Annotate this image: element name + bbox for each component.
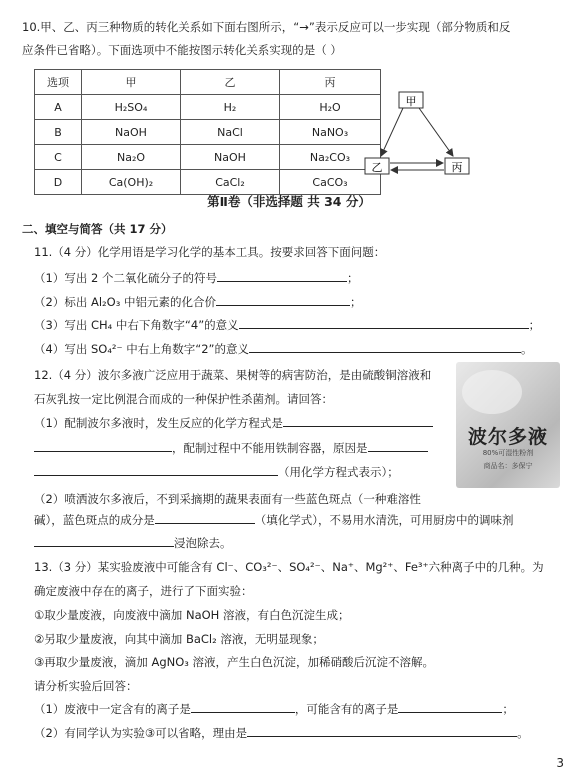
q13-sub1-text: （1）废液中一定含有的离子是 (34, 702, 191, 716)
q11-sub3-end: ； (528, 318, 541, 332)
q11-sub3-text: （3）写出 CH₄ 中右下角数字“4”的意义 (34, 318, 239, 332)
q12-sub1-answer-blank[interactable] (283, 414, 433, 427)
table-cell: NaCl (181, 120, 280, 145)
table-cell: CaCl₂ (181, 170, 280, 195)
q11-sub4-answer-blank[interactable] (249, 340, 521, 353)
q13-line-6: 请分析实验后回答： (34, 679, 138, 693)
q11-sub4-text: （4）写出 SO₄²⁻ 中右上角数字“2”的意义 (34, 342, 250, 356)
arrow-jia-to-yi (381, 108, 403, 156)
label-yi: 乙 (371, 161, 383, 174)
q12-seasoning-blank[interactable] (34, 534, 174, 547)
table-cell: A (35, 95, 82, 120)
q13-step-1: ①取少量废液，向废液中滴加 NaOH 溶液，有白色沉淀生成； (34, 608, 350, 622)
q12-reason-equation-blank[interactable] (34, 463, 278, 476)
table-header-cell: 丙 (280, 70, 381, 95)
page-number: 3 (556, 756, 564, 770)
q13-sub1 (34, 700, 514, 718)
q13-sub1-text-cont: ，可能含有的离子是 (294, 702, 399, 716)
arrow-jia-to-bing (419, 108, 453, 156)
table-cell: H₂ (181, 95, 280, 120)
q13-step-2: ②另取少量废液，向其中滴加 BaCl₂ 溶液，无明显现象； (34, 632, 324, 646)
q11-sub1-end: ； (346, 271, 359, 285)
table-cell: C (35, 145, 82, 170)
q11-sub4 (34, 340, 533, 358)
table-header-cell: 乙 (181, 70, 280, 95)
q13-line-1: 13.（3 分）某实验废液中可能含有 Cl⁻、CO₃²⁻、SO₄²⁻、Na⁺、Mg²⁺、Fe³⁺六种离子中的几种。为 (34, 560, 544, 574)
q13-sub2 (34, 724, 529, 742)
q11-sub2 (34, 293, 361, 311)
photo-small-text: 商品名：多保宁 (483, 462, 533, 470)
q12-sub2-text-cont: （填化学式），不易用水清洗，可用厨房中的调味剂 (254, 513, 514, 527)
q13-sub2-end: 。 (517, 726, 529, 740)
q11-sub2-answer-blank[interactable] (216, 293, 350, 306)
q11-sub2-end: ； (349, 295, 362, 309)
q12-end-text: 浸泡除去。 (174, 536, 232, 550)
q10-line-2: 应条件已省略）。下面选项中不能按图示转化关系实现的是（ ） (22, 43, 342, 57)
table-cell: Na₂CO₃ (280, 145, 381, 170)
bordeaux-mixture-photo (456, 362, 560, 488)
table-cell: D (35, 170, 82, 195)
table-cell: NaOH (82, 120, 181, 145)
label-jia: 甲 (405, 95, 417, 108)
table-cell: H₂O (280, 95, 381, 120)
table-row (35, 170, 381, 195)
q11-sub1-answer-blank[interactable] (217, 269, 347, 282)
q12-reason-blank[interactable] (368, 439, 428, 452)
table-header-row (35, 70, 381, 95)
q13-sub1-end: ； (502, 702, 514, 716)
table-cell: NaOH (181, 145, 280, 170)
q12-line-2: 石灰乳按一定比例混合而成的一种保护性杀菌剂。请回答： (34, 392, 333, 406)
q12-line-8 (34, 534, 232, 552)
q12-line-7 (34, 511, 514, 529)
table-header-cell: 选项 (35, 70, 82, 95)
label-bing: 丙 (451, 161, 463, 174)
table-cell: Na₂O (82, 145, 181, 170)
q12-iron-text: ，配制过程中不能用铁制容器，原因是 (172, 441, 368, 455)
table-row (35, 145, 381, 170)
q13-line-2: 确定废液中存在的离子，进行了下面实验： (34, 584, 253, 598)
q11-sub2-text: （2）标出 Al₂O₃ 中铝元素的化合价 (34, 295, 216, 309)
q13-step-3: ③再取少量废液，滴加 AgNO₃ 溶液，产生白色沉淀，加稀硝酸后沉淀不溶解。 (34, 655, 435, 669)
q11-sub1-text: （1）写出 2 个二氧化硫分子的符号 (34, 271, 217, 285)
photo-subtitle: 80%可湿性粉剂 (482, 449, 534, 457)
q13-possible-ions-blank[interactable] (398, 700, 502, 713)
q10-line-1: 10.甲、乙、丙三种物质的转化关系如下面右图所示，“→”表示反应可以一步实现（部分物质和反 (22, 20, 511, 34)
q11-sub3 (34, 316, 540, 334)
part2-title: 第Ⅱ卷（非选择题 共 34 分） (207, 194, 371, 209)
photo-title: 波尔多液 (467, 426, 548, 448)
q12-sub1-text: （1）配制波尔多液时，发生反应的化学方程式是 (34, 416, 283, 430)
conversion-diagram (355, 84, 500, 184)
q12-formula-blank[interactable] (155, 511, 255, 524)
q11-sub1 (34, 269, 358, 287)
q11-sub4-end: 。 (521, 342, 533, 356)
q12-sub2-text: 碱），蓝色斑点的成分是 (34, 513, 155, 527)
q12-line-5 (34, 463, 399, 481)
q12-line-1: 12.（4 分）波尔多液广泛应用于蔬菜、果树等的病害防治，是由硫酸铜溶液和 (34, 368, 432, 382)
q12-equation-note: （用化学方程式表示）； (278, 465, 399, 479)
q12-line-4 (34, 439, 428, 457)
q10-options-table (34, 69, 381, 195)
table-cell: CaCO₃ (280, 170, 381, 195)
q13-definite-ions-blank[interactable] (191, 700, 295, 713)
photo-highlight (462, 370, 522, 414)
q12-line-6: （2）喷洒波尔多液后，不到采摘期的蔬果表面有一些蓝色斑点（一种难溶性 (34, 492, 421, 506)
q13-reason-blank[interactable] (247, 724, 517, 737)
table-row (35, 120, 381, 145)
table-cell: Ca(OH)₂ (82, 170, 181, 195)
q12-line-3 (34, 414, 433, 432)
q11-sub3-answer-blank[interactable] (239, 316, 529, 329)
section-2-heading: 二、填空与简答（共 17 分） (22, 222, 173, 236)
table-header-cell: 甲 (82, 70, 181, 95)
table-cell: B (35, 120, 82, 145)
q11-intro: 11.（4 分）化学用语是学习化学的基本工具。按要求回答下面问题： (34, 245, 386, 259)
table-cell: NaNO₃ (280, 120, 381, 145)
q12-equation-blank[interactable] (34, 439, 172, 452)
table-row (35, 95, 381, 120)
q13-sub2-text: （2）有同学认为实验③可以省略，理由是 (34, 726, 248, 740)
table-cell: H₂SO₄ (82, 95, 181, 120)
